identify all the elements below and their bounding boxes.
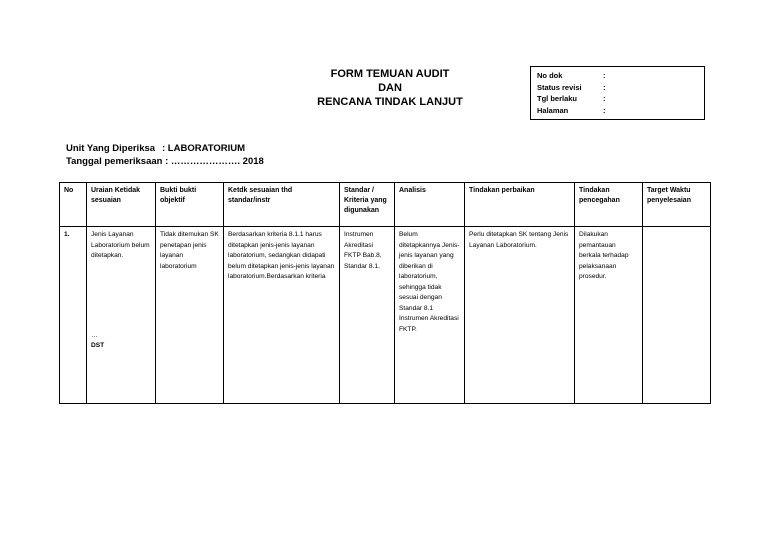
- ellipsis-text: …: [91, 332, 98, 339]
- header-ketdk: Ketdk sesuaian thd standar/instr: [224, 183, 340, 227]
- audit-unit-info: [66, 142, 264, 168]
- doc-info-label: No dok: [537, 71, 563, 80]
- cell-perbaikan: Perlu ditetapkan SK tentang Jenis Layanan Laboratorium.: [465, 227, 575, 404]
- cell-standar: Instrumen Akreditasi FKTP Bab.8, Standar 8.1.: [340, 227, 395, 404]
- cell-pencegahan: Dilakukan pemantauan berkala terhadap pelaksanaan prosedur.: [575, 227, 643, 404]
- header-standar: Standar / Kriteria yang digunakan: [340, 183, 395, 227]
- header-no: No: [60, 183, 87, 227]
- form-title: [300, 67, 480, 109]
- header-analisis: Analisis: [395, 183, 465, 227]
- unit-value: : LABORATORIUM: [162, 143, 246, 154]
- cell-ketdk: Berdasarkan kriteria 8.1.1 harus ditetapkan jenis-jenis layanan laboratorium, sedangkan didapati belum ditetapkan jenis-jenis layanan laboratorium.Berdasarkan kriteria: [224, 227, 340, 404]
- continuation-marker: [91, 331, 104, 351]
- cell-no: [60, 227, 87, 404]
- unit-label: Unit Yang Diperiksa: [66, 143, 156, 154]
- date-value: : …………………. 2018: [165, 156, 264, 167]
- title-line-1: FORM TEMUAN AUDIT: [330, 68, 450, 80]
- table-row: [60, 227, 711, 404]
- cell-uraian: [87, 227, 156, 404]
- doc-info-row: [537, 82, 704, 94]
- document-info-box: [530, 66, 705, 120]
- doc-info-value: :: [603, 71, 606, 80]
- cell-target: [643, 227, 711, 404]
- doc-info-value: :: [603, 105, 606, 115]
- audit-findings-table: [59, 182, 711, 404]
- cell-bukti: Tidak ditemukan SK penetapan jenis layanan laboratorium: [156, 227, 224, 404]
- doc-info-value: :: [603, 82, 606, 92]
- header-perbaikan: Tindakan perbaikan: [465, 183, 575, 227]
- uraian-text: Jenis Layanan Laboratorium belum ditetapkan.: [91, 231, 150, 259]
- header-uraian: Uraian Ketidak sesuaian: [87, 183, 156, 227]
- doc-info-value: :: [603, 94, 606, 103]
- header-pencegahan: Tindakan pencegahan: [575, 183, 643, 227]
- header-target: Target Waktu penyelesaian: [643, 183, 711, 227]
- cell-analisis: Belum ditetapkannya Jenis-jenis layanan yang diberikan di laboratorium, sehingga tidak sesuai dengan Standar 8.1 Instrumen Akreditasi FKTP.: [395, 227, 465, 404]
- doc-info-row: [537, 105, 704, 117]
- date-label: Tanggal pemeriksaan: [66, 156, 163, 167]
- doc-info-label: Status revisi: [537, 82, 582, 92]
- table-header-row: [60, 183, 711, 227]
- header-bukti: Bukti bukti objektif: [156, 183, 224, 227]
- title-line-3: RENCANA TINDAK LANJUT: [317, 96, 463, 108]
- dst-text: DST: [91, 342, 105, 349]
- title-line-2: DAN: [378, 82, 402, 94]
- doc-info-label: Halaman: [537, 105, 569, 115]
- date-row: [66, 155, 264, 168]
- unit-row: [66, 142, 264, 155]
- doc-info-row: [537, 93, 704, 105]
- row-number: 1.: [64, 231, 70, 238]
- doc-info-label: Tgl berlaku: [537, 94, 578, 103]
- doc-info-row: [537, 70, 704, 82]
